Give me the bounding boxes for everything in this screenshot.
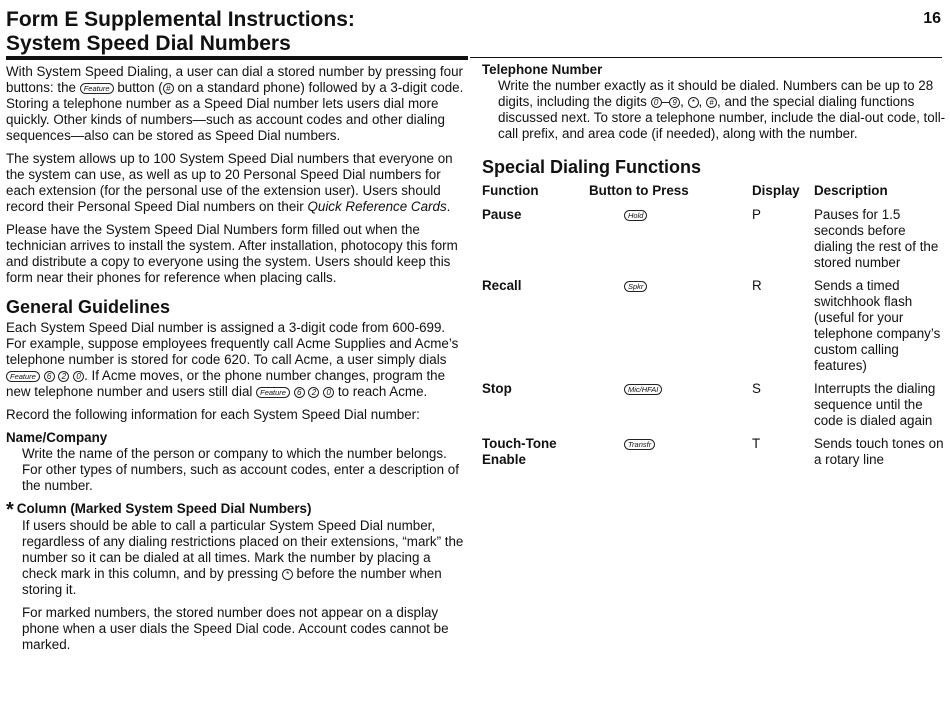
guidelines-heading: General Guidelines [6, 297, 171, 317]
table-row [482, 381, 946, 436]
table-row [482, 436, 946, 475]
function-cell: Stop [482, 381, 512, 396]
page-title [6, 8, 355, 56]
left-column [6, 64, 468, 660]
button-cell [589, 278, 752, 381]
table-header-row [482, 180, 946, 207]
column-header: Description [814, 183, 888, 198]
marked-column-label: * Column (Marked System Speed Dial Numbers) [6, 499, 312, 521]
function-cell: Pause [482, 207, 522, 222]
right-column [482, 62, 946, 475]
digit-6-key-icon: 6 [44, 371, 55, 382]
speaker-key-icon: Spkr [624, 281, 647, 292]
pound-key-icon: # [163, 83, 174, 94]
marked-column-text-2: For marked numbers, the stored number does not appear on a display phone when a user dials the Speed Dial code. Account codes cannot be marked. [22, 605, 449, 652]
feature-key-icon: Feature [256, 387, 290, 398]
star-key-icon: * [282, 569, 293, 580]
column-header: Function [482, 183, 539, 198]
column-header: Button to Press [589, 183, 689, 198]
telephone-number-text: Write the number exactly as it should be dialed. Numbers can be up to 28 digits, including the digits 0 – 9 , * , # , and the special dialing functions discussed next. To store a telephone number, include the dial-out code, toll-call prefix, and area code (if needed), along with the number. [498, 78, 946, 141]
function-cell: Recall [482, 278, 522, 293]
digit-2-key-icon: 2 [58, 371, 69, 382]
pound-key-icon: # [706, 97, 717, 108]
page-number: 16 [923, 10, 941, 27]
page-title-line1: Form E Supplemental Instructions: [6, 8, 355, 31]
hold-key-icon: Hold [624, 210, 647, 221]
table-row [482, 207, 946, 278]
digit-0-key-icon: 0 [651, 97, 662, 108]
digit-2-key-icon: 2 [308, 387, 319, 398]
description-cell: Pauses for 1.5 seconds before dialing the rest of the stored number [814, 207, 939, 270]
description-cell: Interrupts the dialing sequence until the code is dialed again [814, 381, 936, 428]
digit-6-key-icon: 6 [294, 387, 305, 398]
digit-0-key-icon: 0 [73, 371, 84, 382]
star-icon: * [6, 499, 14, 521]
table-row [482, 278, 946, 381]
name-company-label: Name/Company [6, 430, 108, 445]
page-title-line2: System Speed Dial Numbers [6, 32, 291, 55]
display-cell: P [752, 207, 761, 222]
digit-9-key-icon: 9 [669, 97, 680, 108]
special-dialing-table [482, 180, 946, 475]
name-company-text: Write the name of the person or company to which the number belongs. For other types of numbers, such as account codes, enter a description of the number. [22, 446, 459, 493]
intro-paragraph-3: Please have the System Speed Dial Numbers form filled out when the technician arrives to install the system. After installation, photocopy this form and distribute a copy to everyone using the system. Users should keep this form near their phones for reference when placing calls. [6, 222, 458, 285]
display-cell: R [752, 278, 762, 293]
header-rule-thick [6, 56, 468, 60]
digit-0-key-icon: 0 [323, 387, 334, 398]
button-cell [589, 207, 752, 278]
guidelines-paragraph-2: Record the following information for each System Speed Dial number: [6, 407, 420, 422]
description-cell: Sends a timed switchhook flash (useful for your telephone company’s custom calling features) [814, 278, 941, 373]
column-header: Display [752, 183, 800, 198]
button-cell [589, 381, 752, 436]
display-cell: T [752, 436, 761, 451]
header-rule [470, 57, 942, 58]
feature-key-icon: Feature [6, 371, 40, 382]
description-cell: Sends touch tones on a rotary line [814, 436, 944, 467]
mic-hfai-key-icon: Mic/HFAI [624, 384, 662, 395]
feature-key-icon: Feature [80, 83, 114, 94]
button-cell [589, 436, 752, 475]
display-cell: S [752, 381, 761, 396]
marked-column-text: If users should be able to call a particular System Speed Dial number, regardless of any dialing restrictions placed on their extensions, “mark” the number so it can be dialed at all times. Mark the number by placing a check mark in this column, and by pressing * before the number when storing it. [22, 518, 464, 597]
guidelines-paragraph-1: Each System Speed Dial number is assigned a 3-digit code from 600-699. For example, suppose employees frequently call Acme Supplies and Acme’s telephone number is stored for code 620. To call Acme, a user simply dials Feature 6 2 0 . If Acme moves, or the phone number changes, program the new telephone number and users still dial Feature 6 2 0 to reach Acme. [6, 320, 459, 399]
star-key-icon: * [688, 97, 699, 108]
telephone-number-label: Telephone Number [482, 62, 603, 77]
intro-paragraph-1: With System Speed Dialing, a user can dial a stored number by pressing four buttons: the Feature button ( # on a standard phone) followed by a 3-digit code. Storing a telephone number as a Speed Dial number lets users dial more quickly. Other kinds of numbers—such as account codes and other dialing sequences—also can be stored as Speed Dial numbers. [6, 64, 464, 143]
function-cell: Touch-Tone Enable [482, 436, 557, 467]
transfer-key-icon: Transfr [624, 439, 655, 450]
intro-paragraph-2: The system allows up to 100 System Speed Dial numbers that everyone on the system can use, as well as up to 20 Personal Speed Dial numbers for each extension (for the personal use of the extension user). Users should record their Personal Speed Dial numbers on their Quick Reference Cards. [6, 151, 453, 214]
special-dialing-heading: Special Dialing Functions [482, 157, 702, 177]
